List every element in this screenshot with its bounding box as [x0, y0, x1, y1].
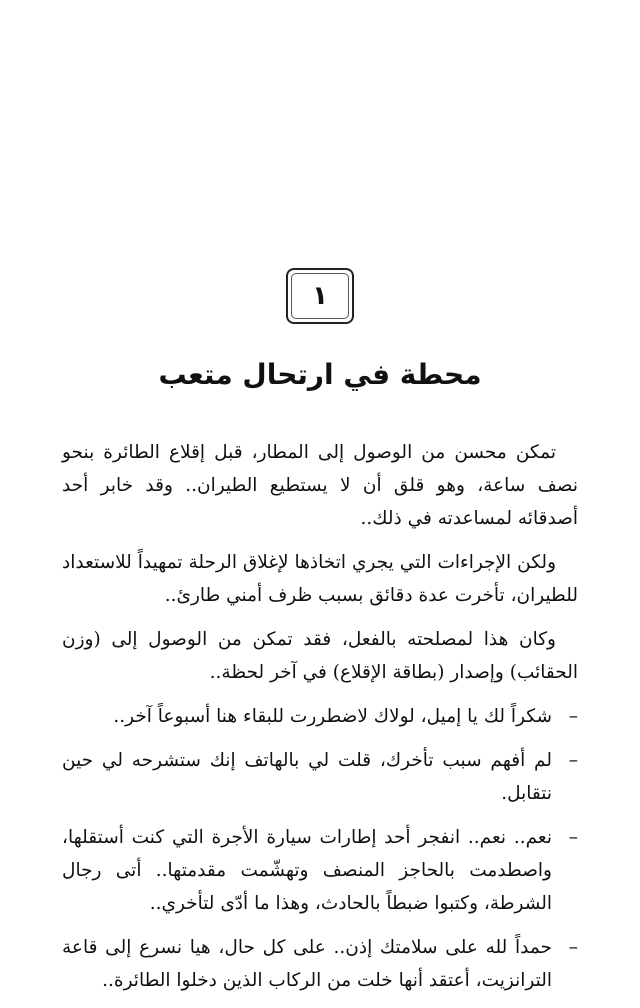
chapter-number: ١ — [291, 273, 349, 319]
dialogue-text: شكراً لك يا إميل، لولاك لاضطررت للبقاء هنا أسبوعاً آخر.. — [113, 706, 552, 727]
dialogue-dash: – — [568, 937, 578, 958]
dialogue-dash: – — [568, 827, 578, 848]
paragraph: وكان هذا لمصلحته بالفعل، فقد تمكن من الوصول إلى (وزن الحقائب) وإصدار (بطاقة الإقلاع) في آخر لحظة.. — [62, 629, 578, 683]
dialogue-dash: – — [568, 706, 578, 727]
dialogue-line — [62, 744, 578, 810]
dialogue-line — [62, 821, 578, 920]
paragraph: ولكن الإجراءات التي يجري اتخاذها لإغلاق الرحلة تمهيداً للاستعداد للطيران، تأخرت عدة دقائق بسبب ظرف أمني طارئ.. — [62, 552, 578, 606]
paragraph: تمكن محسن من الوصول إلى المطار، قبل إقلاع الطائرة بنحو نصف ساعة، وهو قلق أن لا يستطيع الطيران.. وقد خابر أحد أصدقائه لمساعدته في ذلك.. — [62, 442, 578, 529]
dialogue-dash: – — [568, 750, 578, 771]
chapter-number-box — [286, 268, 354, 324]
dialogue-line — [62, 700, 578, 733]
dialogue-line — [62, 931, 578, 997]
dialogue-text: حمداً لله على سلامتك إذن.. على كل حال، هيا نسرع إلى قاعة الترانزيت، أعتقد أنها خلت من الركاب الذين دخلوا الطائرة.. — [62, 937, 552, 991]
dialogue-text: نعم.. نعم.. انفجر أحد إطارات سيارة الأجرة التي كنت أستقلها، واصطدمت بالحاجز المنصف وتهشّمت مقدمتها.. أتى رجال الشرطة، وكتبوا ضبطاً بالحادث، وهذا ما أدّى لتأخري.. — [62, 827, 552, 914]
chapter-title: محطة في ارتحال متعب — [158, 358, 482, 391]
body-text — [62, 436, 578, 1008]
dialogue-text: لم أفهم سبب تأخرك، قلت لي بالهاتف إنك ستشرحه لي حين نتقابل. — [62, 750, 552, 804]
